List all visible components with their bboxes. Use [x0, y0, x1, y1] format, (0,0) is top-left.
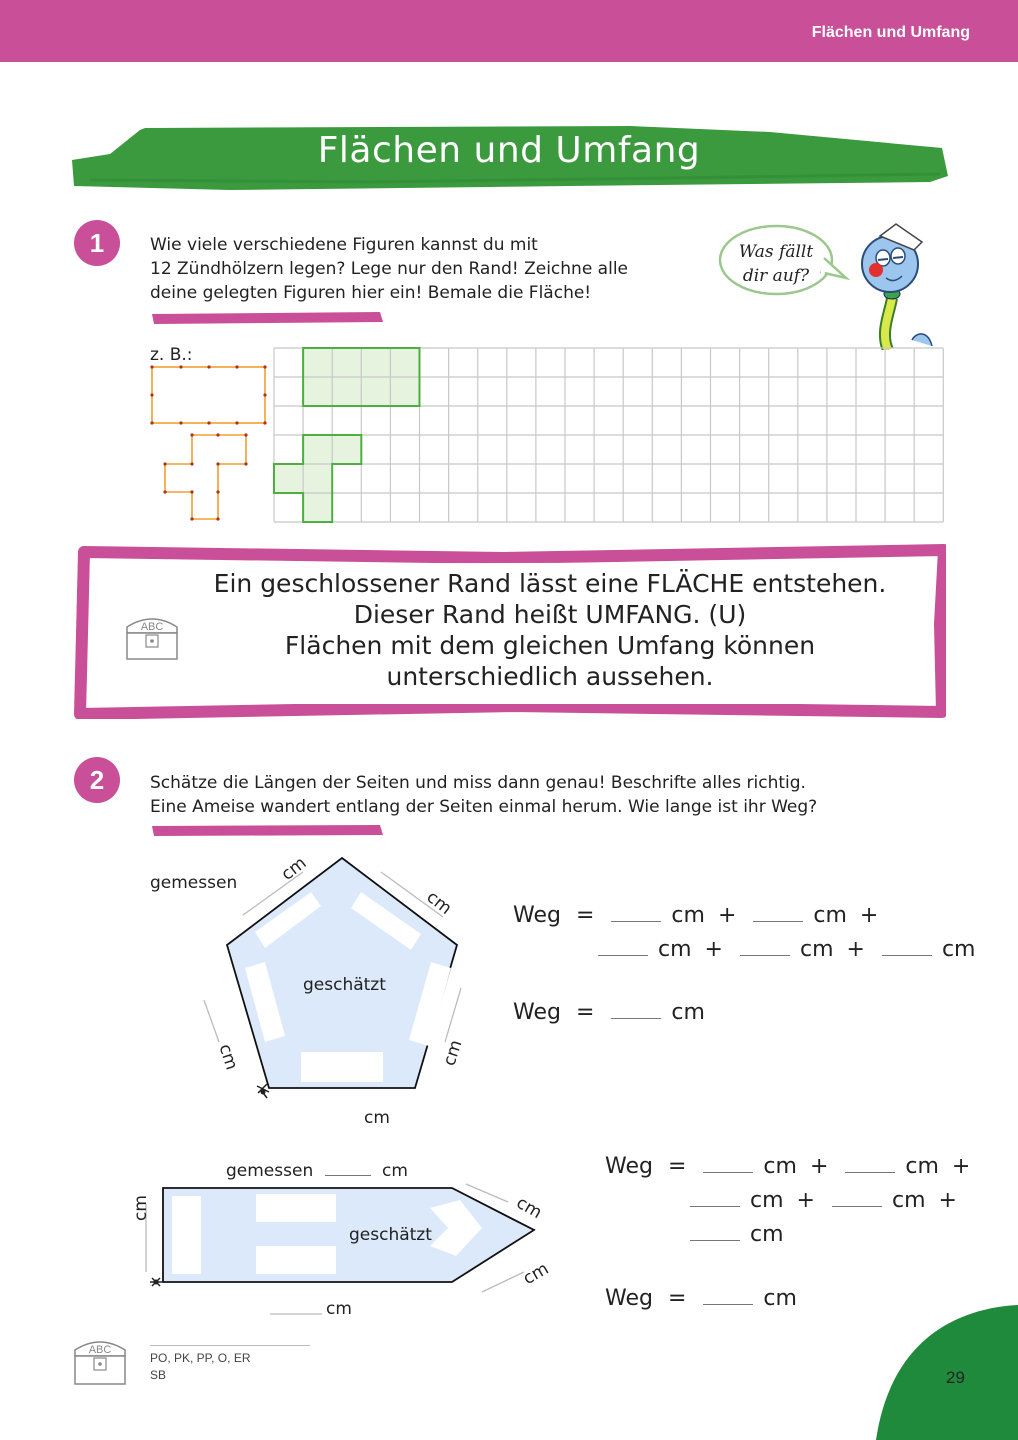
- measured-text: gemessen: [226, 1161, 314, 1181]
- shaded-cell: [303, 435, 332, 464]
- footer-codes-line: PO, PK, PP, O, ER: [150, 1351, 251, 1365]
- pink-underline-stroke: [150, 310, 385, 326]
- arrow-formula-total: [605, 1286, 797, 1311]
- shaded-cell: [274, 464, 303, 493]
- task2-line: Eine Ameise wandert entlang der Seiten einmal herum. Wie lange ist ihr Weg?: [150, 797, 818, 817]
- weg-label: Weg: [605, 1154, 653, 1179]
- pentagon-formula-total: [513, 1000, 705, 1025]
- footer-abc-chest-icon: [72, 1336, 128, 1388]
- plus-sign: +: [809, 1154, 829, 1179]
- pentagon-unit-top-right: cm: [422, 887, 456, 919]
- arrow-formula-line3: [680, 1222, 784, 1247]
- shaded-cell: [332, 348, 361, 377]
- header-section-title: Flächen und Umfang: [811, 24, 970, 41]
- answer-blank[interactable]: [703, 1304, 753, 1305]
- weg-label: Weg: [605, 1286, 653, 1311]
- answer-blank[interactable]: [611, 1018, 661, 1019]
- pentagon-unit-bottom: cm: [364, 1108, 390, 1128]
- rule-line: Dieser Rand heißt UMFANG. (U): [353, 600, 747, 629]
- footer-divider: [150, 1345, 310, 1346]
- unit: cm: [658, 937, 692, 962]
- rule-line: Flächen mit dem gleichen Umfang können: [284, 631, 816, 660]
- unit: cm: [750, 1222, 784, 1247]
- unit: cm: [750, 1188, 784, 1213]
- answer-blank[interactable]: [611, 921, 661, 922]
- answer-blank[interactable]: [845, 1172, 895, 1173]
- arrow-unit-top-right: cm: [512, 1192, 546, 1224]
- equals-sign: =: [575, 1000, 595, 1025]
- unit: cm: [941, 937, 976, 962]
- arrow-unit-left: cm: [130, 1195, 151, 1221]
- shaded-cell: [303, 464, 332, 493]
- unit: cm: [905, 1154, 939, 1179]
- task1-line: 12 Zündhölzern legen? Lege nur den Rand! Zeichne alle: [150, 259, 629, 279]
- task2-line: Schätze die Längen der Seiten und miss dann genau! Beschrifte alles richtig.: [150, 773, 806, 793]
- answer-blank[interactable]: [740, 955, 790, 956]
- pentagon-unit-top-left: cm: [277, 853, 311, 885]
- shaded-cell: [361, 377, 390, 406]
- pentagon-unit-right: cm: [439, 1037, 467, 1069]
- plus-sign: +: [796, 1188, 815, 1213]
- shaded-cell: [332, 377, 361, 406]
- answer-blank[interactable]: [690, 1206, 740, 1207]
- speech-bubble-text: [716, 240, 836, 288]
- unit: cm: [382, 1161, 408, 1181]
- unit: cm: [763, 1286, 797, 1311]
- task1-line: deine gelegten Figuren hier ein! Bemale die Fläche!: [150, 283, 592, 303]
- pink-underline-stroke: [150, 822, 385, 838]
- weg-label: Weg: [513, 903, 561, 928]
- unit: cm: [671, 1000, 705, 1025]
- answer-blank[interactable]: [690, 1240, 740, 1241]
- bubble-line: dir auf?: [742, 266, 810, 286]
- unit: cm: [891, 1188, 926, 1213]
- pentagon-estimated-label: geschätzt: [303, 975, 386, 995]
- shaded-cell: [361, 348, 390, 377]
- footer-green-corner: [870, 1305, 1018, 1440]
- pentagon-formula-line1: [513, 903, 878, 928]
- unit: cm: [671, 903, 705, 928]
- abc-chest-icon: [124, 613, 180, 661]
- answer-blank[interactable]: [325, 1175, 371, 1176]
- footer-codes: [150, 1350, 250, 1384]
- plus-sign: +: [704, 937, 723, 962]
- footer-codes-line: SB: [150, 1368, 167, 1382]
- task-number-2: 2: [74, 757, 120, 803]
- arrow-unit-bottom-right: cm: [519, 1258, 553, 1290]
- equals-sign: =: [575, 903, 595, 928]
- answer-blank[interactable]: [832, 1206, 882, 1207]
- arrow-formula-line1: [605, 1154, 970, 1179]
- plus-sign: +: [846, 937, 865, 962]
- example-label: z. B.:: [150, 345, 193, 365]
- mascot-illustration: [850, 222, 950, 350]
- pentagon-formula-line2: [588, 937, 975, 962]
- shaded-cell: [332, 435, 361, 464]
- answer-blank[interactable]: [703, 1172, 753, 1173]
- plus-sign: +: [938, 1188, 957, 1213]
- rule-line: unterschiedlich aussehen.: [386, 662, 714, 691]
- task1-line: Wie viele verschiedene Figuren kannst du mit: [150, 235, 538, 255]
- drawing-grid[interactable]: [273, 347, 945, 525]
- shaded-cell: [390, 377, 419, 406]
- task1-instructions: [150, 233, 628, 305]
- arrow-unit-bottom: cm: [326, 1299, 352, 1319]
- answer-blank[interactable]: [753, 921, 803, 922]
- equals-sign: =: [667, 1154, 687, 1179]
- plus-sign: +: [859, 903, 879, 928]
- chest-label: ABC: [140, 621, 164, 633]
- answer-blank[interactable]: [598, 955, 648, 956]
- page-title: Flächen und Umfang: [317, 130, 701, 171]
- rule-line: Ein geschlossener Rand lässt eine FLÄCHE entstehen.: [213, 569, 887, 598]
- arrow-measured-label: [226, 1161, 408, 1181]
- shaded-cell: [390, 348, 419, 377]
- unit: cm: [813, 903, 847, 928]
- shaded-cell: [303, 348, 332, 377]
- rule-text: [200, 568, 900, 692]
- pentagon-unit-left: cm: [214, 1041, 242, 1073]
- footer-chest-label: ABC: [88, 1344, 112, 1356]
- answer-blank[interactable]: [882, 955, 932, 956]
- unit: cm: [763, 1154, 797, 1179]
- plus-sign: +: [717, 903, 737, 928]
- weg-label: Weg: [513, 1000, 561, 1025]
- page-number: 29: [946, 1368, 965, 1387]
- unit: cm: [799, 937, 834, 962]
- arrow-estimated-label: geschätzt: [349, 1225, 432, 1245]
- plus-sign: +: [951, 1154, 971, 1179]
- bubble-line: Was fällt: [738, 242, 814, 262]
- task-number-1: 1: [74, 220, 120, 266]
- shaded-cell: [303, 493, 332, 522]
- shaded-cell: [303, 377, 332, 406]
- pentagon-measured-label: gemessen: [150, 873, 238, 893]
- equals-sign: =: [667, 1286, 687, 1311]
- task2-instructions: [150, 771, 817, 819]
- matchstick-examples: [148, 362, 273, 524]
- arrow-formula-line2: [680, 1188, 957, 1213]
